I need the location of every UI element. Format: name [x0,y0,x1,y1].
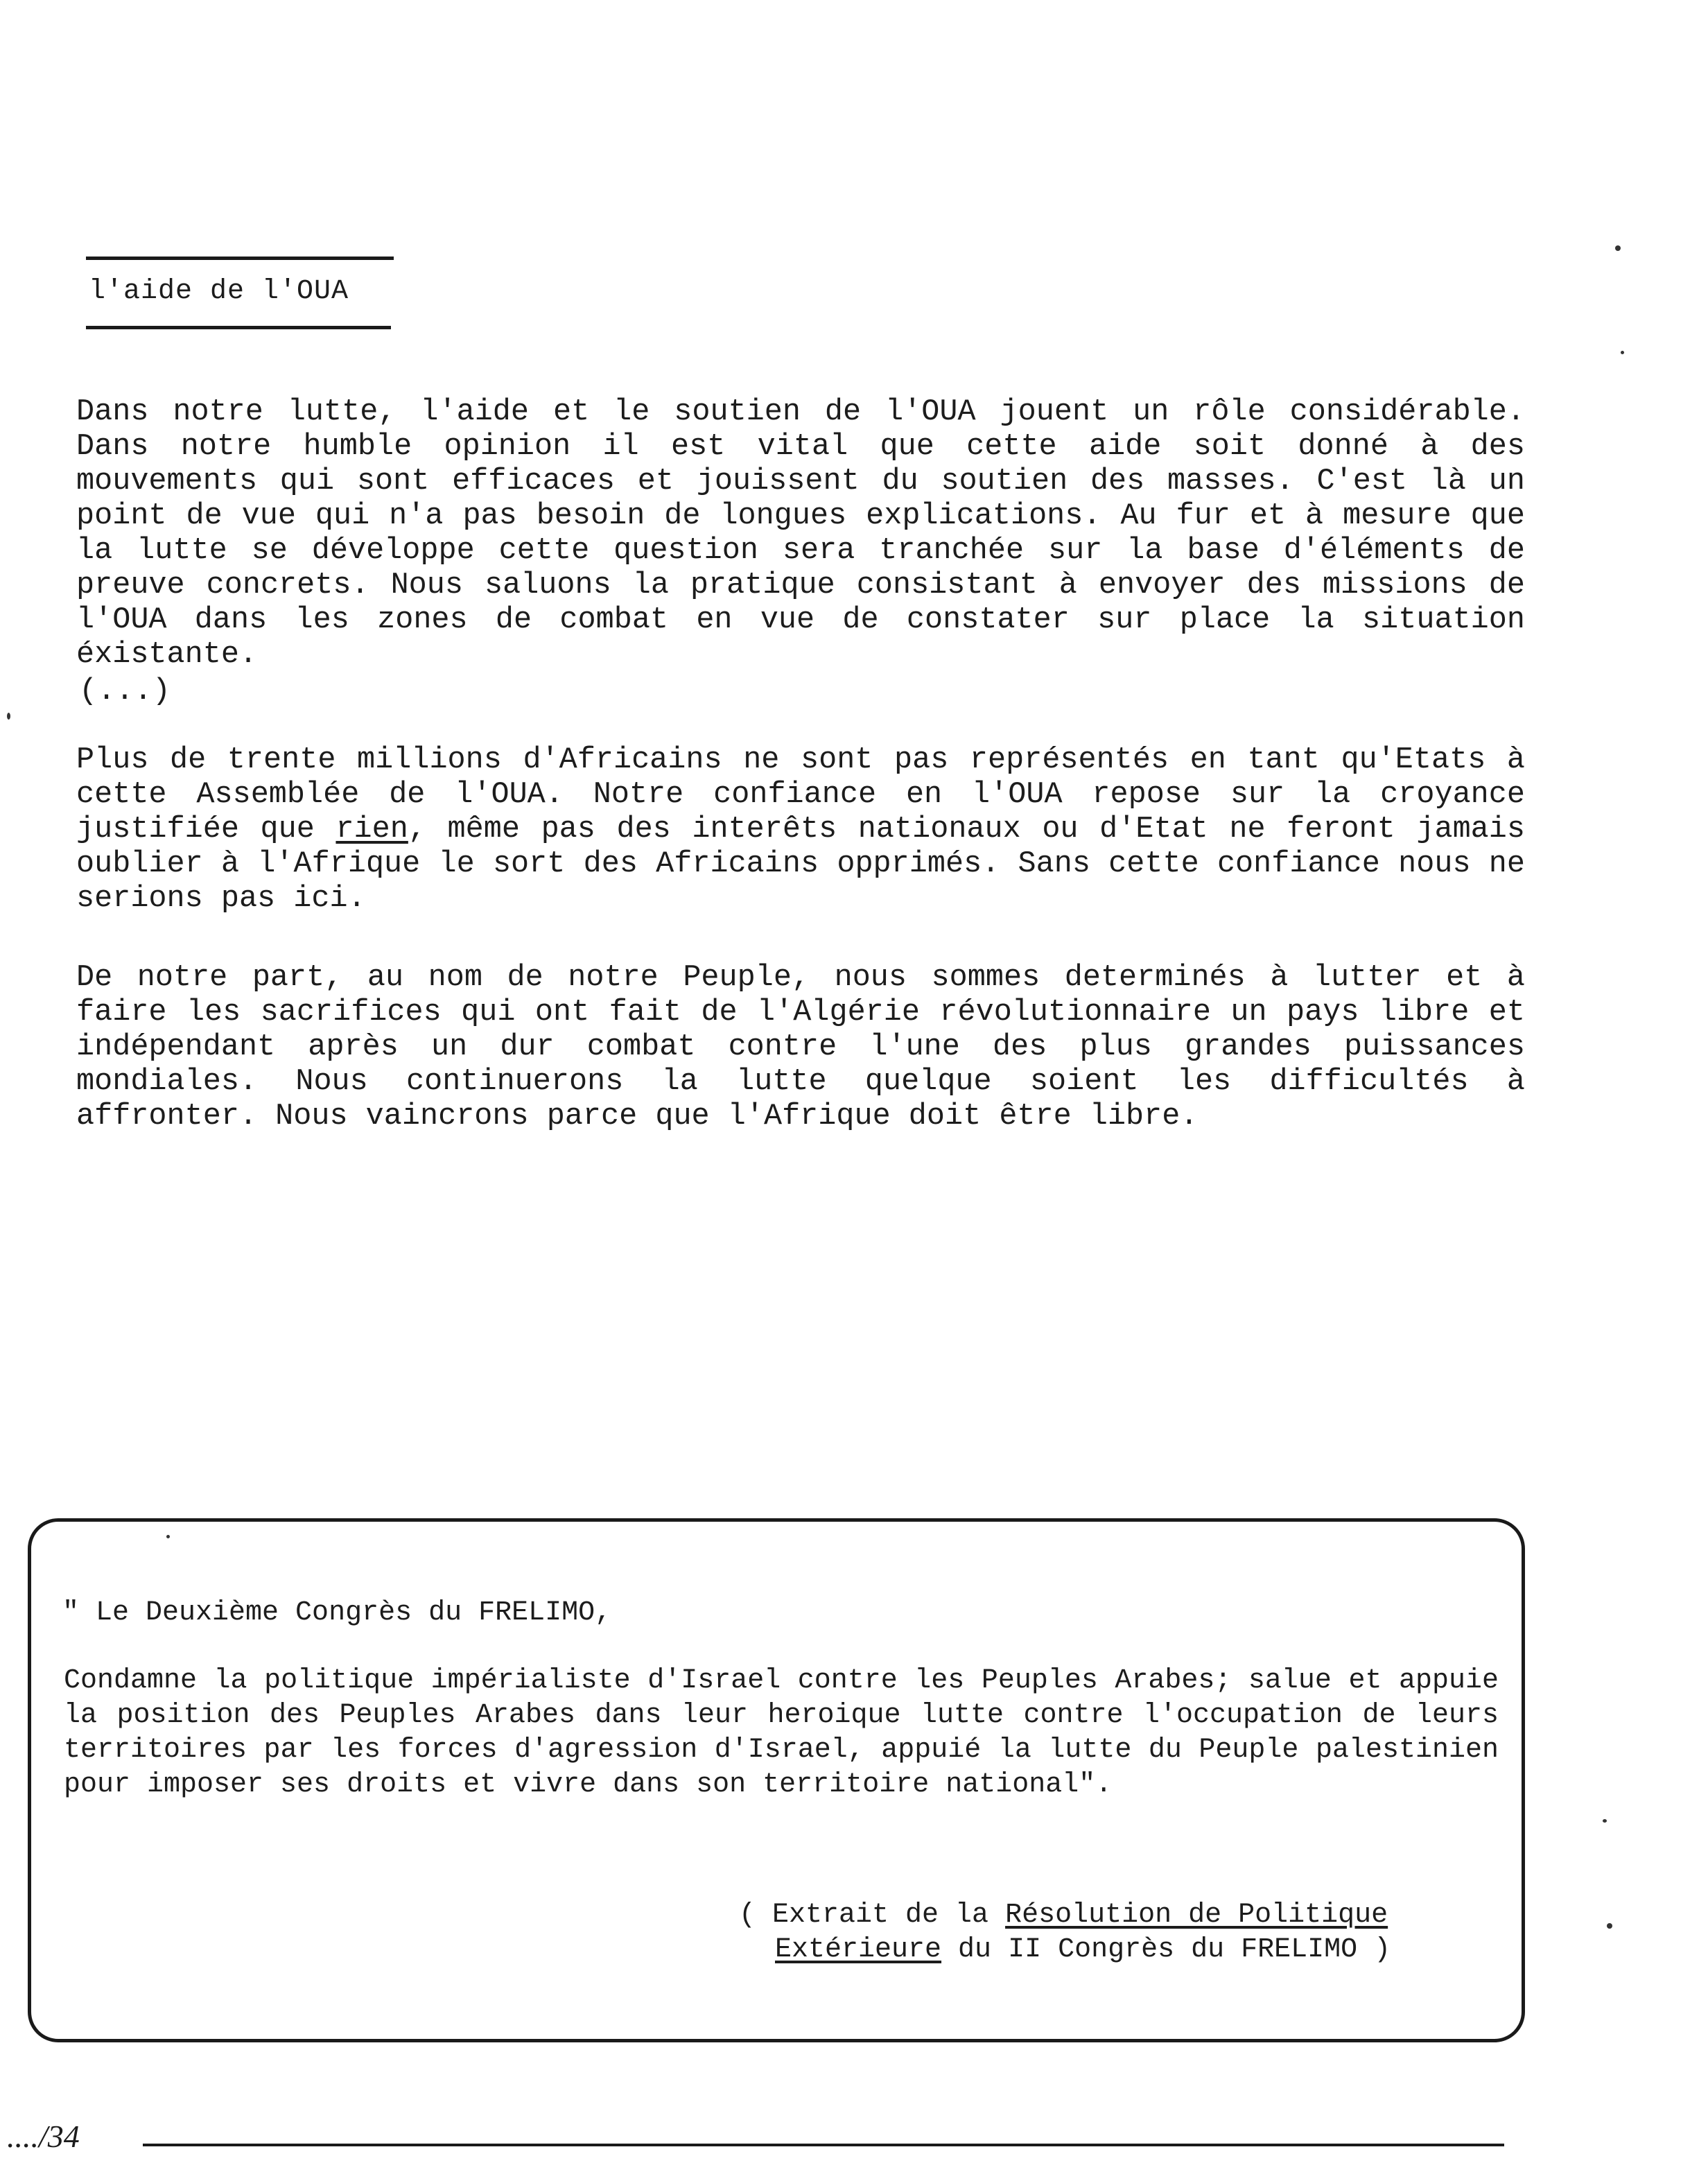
source-title-2: Extérieure [775,1934,942,1965]
paragraph-2-emphasis: rien [336,813,408,846]
body-paragraph-3 [76,961,1525,1134]
source-close: du II Congrès du FRELIMO ) [941,1934,1391,1965]
paragraph-1-text: Dans notre lutte, l'aide et le soutien de l'OUA jouent un rôle considérable. Dans notre humble opinion il est vital que cette aide soit donné à des mouvements qui sont efficaces et jouissent du soutien des masses. C'est là un point de vue qui n'a pas besoin de longues explications. Au fur et à mesure que la lutte se développe cette question sera tranchée sur la base d'éléments de preuve concrets. Nous saluons la pratique consistant à envoyer des missions de l'OUA dans les zones de combat en vue de constater sur place la situation éxistante. [76,395,1525,672]
heading-bottom-rule [86,326,391,329]
page-marker: ..../34 [7,2119,80,2154]
scan-speck [1621,351,1624,354]
paragraph-3-text: De notre part, au nom de notre Peuple, nous sommes determinés à lutter et à faire les sacrifices qui ont fait de l'Algérie révolutionnaire un pays libre et indépendant après un dur combat contre l'une des plus grandes puissances mondiales. Nous continuerons la lutte quelque soient les difficultés à affronter. Nous vaincrons parce que l'Afrique doit être libre. [76,961,1525,1133]
section-heading: l'aide de l'OUA [89,276,349,307]
body-paragraph-1 [76,395,1525,672]
scan-speck [1607,1923,1612,1929]
source-title-1: Résolution de Politique [1005,1900,1388,1931]
body-paragraph-2 [76,743,1525,917]
footer-rule [143,2144,1504,2146]
source-open: ( Extrait de la [739,1900,1006,1931]
source-line-1 [739,1898,1391,1933]
paragraph-2-end: , même pas des interêts nationaux ou d'Etat ne feront jamais oublier à l'Afrique le sort des Africains opprimés. Sans cette confiance nous ne serions pas ici. [76,813,1525,916]
paragraph-2-start: Plus de trente millions d'Africains ne sont pas représentés en tant qu'Etats à cette Assemblée de l'OUA. Notre confiance en l'OUA repose sur la croyance justifiée que [76,743,1525,846]
scan-speck [1603,1819,1607,1823]
source-line-2 [739,1933,1391,1967]
scan-speck [1615,245,1621,251]
quote-opening: " Le Deuxième Congrès du FRELIMO, [62,1597,612,1628]
ellipsis: (...) [79,674,171,709]
quote-body [64,1664,1499,1802]
scan-speck [7,713,10,720]
quote-text: Condamne la politique impérialiste d'Israel contre les Peuples Arabes; salue et appuie la position des Peuples Arabes dans leur heroique lutte contre l'occupation de leurs territoires par les forces d'agression d'Israel, appuié la lutte du Peuple palestinien pour imposer ses droits et vivre dans son territoire national". [64,1665,1499,1800]
heading-top-rule [86,257,394,260]
quote-source [739,1898,1391,1967]
scan-speck [166,1535,170,1538]
paragraph-2-text [76,743,1525,917]
